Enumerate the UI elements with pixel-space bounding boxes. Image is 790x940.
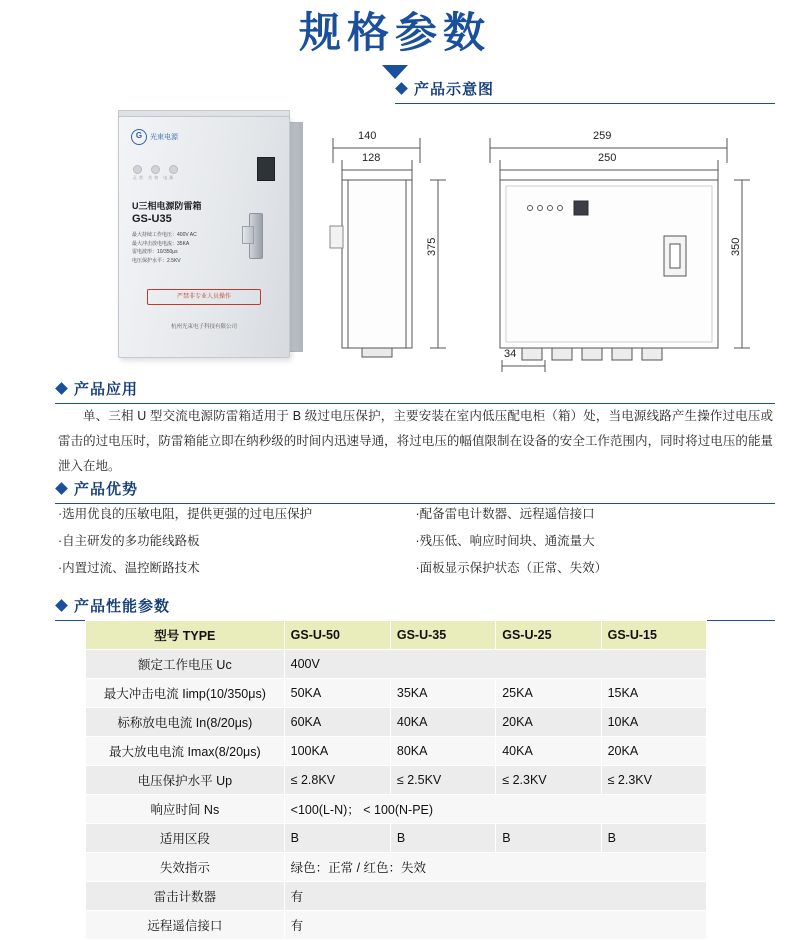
table-row [86, 679, 707, 708]
row-value: 400V [284, 650, 706, 679]
row-value: 60KA [284, 708, 390, 737]
row-label: 电压保护水平 Up [86, 766, 285, 795]
row-value: ≤ 2.5KV [390, 766, 495, 795]
row-value: 40KA [390, 708, 495, 737]
row-value: 25KA [496, 679, 601, 708]
row-label: 响应时间 Ns [86, 795, 285, 824]
row-value: 100KA [284, 737, 390, 766]
row-label: 适用区段 [86, 824, 285, 853]
application-paragraph: 单、三相 U 型交流电源防雷箱适用于 B 级过电压保护，主要安装在室内低压配电柜（箱）处，当电源线路产生操作过电压或雷击的过电压时，防雷箱能立即在纳秒级的时间内迅速导通，将过电压的幅值限制在设备的安全工作范围内，同时将过电压的能量泄入在地。 [58, 409, 773, 473]
logo-mark-icon: G [131, 129, 147, 145]
advantage-item: ·配备雷电计数器、远程遥信接口 [415, 507, 595, 521]
table-row [86, 911, 707, 940]
table-header-cell: 型号 TYPE [86, 621, 285, 650]
table-header-cell: GS-U-50 [284, 621, 390, 650]
row-label: 最大放电电流 Imax(8/20μs) [86, 737, 285, 766]
row-value: 有 [284, 911, 706, 940]
table-row [86, 708, 707, 737]
dimension-label-front-outer: 259 [593, 130, 612, 142]
advantage-item: ·选用优良的压敏电阻，提供更强的过电压保护 [58, 507, 313, 521]
diamond-bullet-icon [395, 82, 408, 95]
row-value: 35KA [390, 679, 495, 708]
row-value: B [284, 824, 390, 853]
table-body [86, 650, 707, 940]
application-body [58, 404, 773, 479]
row-label: 远程遥信接口 [86, 911, 285, 940]
brand-name: 光束电源 [150, 134, 178, 141]
page-title: 规格参数 [298, 8, 491, 57]
section-title-application: 产品应用 [74, 381, 139, 398]
advantage-list [58, 504, 773, 578]
section-header-parameters [55, 595, 775, 621]
panel-spec-item: 雷电波形：10/350μs [132, 249, 178, 255]
diamond-bullet-icon [55, 382, 68, 395]
dimension-label-side-inner: 128 [362, 152, 381, 164]
row-label: 失效指示 [86, 853, 285, 882]
dimension-label-front-inner: 250 [598, 152, 617, 164]
row-value: ≤ 2.8KV [284, 766, 390, 795]
row-label: 雷击计数器 [86, 882, 285, 911]
row-value: 有 [284, 882, 706, 911]
company-name-label: 杭州光束电子科技有限公司 [170, 324, 237, 330]
row-value: 绿色：正常 / 红色：失效 [284, 853, 706, 882]
table-header-cell: GS-U-25 [496, 621, 601, 650]
section-title-diagram: 产品示意图 [414, 81, 495, 98]
product-model-label: GS-U35 [132, 213, 172, 225]
section-header-application [55, 378, 775, 404]
dimension-label-side-outer: 140 [358, 130, 377, 142]
row-value: 15KA [601, 679, 706, 708]
section-header-diagram [395, 78, 775, 104]
row-value: B [390, 824, 495, 853]
table-header-cell: GS-U-15 [601, 621, 706, 650]
dimension-label-side-height: 375 [426, 237, 438, 256]
table-row [86, 737, 707, 766]
row-value: 20KA [601, 737, 706, 766]
parameters-table [85, 620, 707, 940]
product-name-label: U三相电源防雷箱 [132, 201, 202, 211]
advantage-item: ·内置过流、温控断路技术 [58, 561, 200, 575]
diamond-bullet-icon [55, 482, 68, 495]
advantage-item: ·残压低、响应时间块、通流量大 [415, 534, 595, 548]
row-value: ≤ 2.3KV [496, 766, 601, 795]
advantage-item: ·面板显示保护状态（正常、失效） [415, 561, 608, 575]
row-value: 10KA [601, 708, 706, 737]
row-value: 80KA [390, 737, 495, 766]
table-row [86, 853, 707, 882]
row-value: B [496, 824, 601, 853]
warning-label: 严禁非专业人员操作 [147, 289, 261, 305]
table-header-cell: GS-U-35 [390, 621, 495, 650]
down-arrow-icon [382, 65, 408, 79]
row-value: 20KA [496, 708, 601, 737]
row-label: 最大冲击电流 Iimp(10/350μs) [86, 679, 285, 708]
table-row [86, 882, 707, 911]
row-value: ≤ 2.3KV [601, 766, 706, 795]
panel-spec-item: 最大冲击放电电流：35KA [132, 240, 190, 247]
row-value: B [601, 824, 706, 853]
panel-spec-item: 电压保护水平：2.5KV [132, 257, 181, 264]
diamond-bullet-icon [55, 599, 68, 612]
dimension-label-bottom: 34 [504, 348, 517, 360]
section-title-parameters: 产品性能参数 [74, 598, 171, 615]
row-value: 40KA [496, 737, 601, 766]
row-value: 50KA [284, 679, 390, 708]
advantage-item: ·自主研发的多功能线路板 [58, 534, 200, 548]
dimension-label-front-height: 350 [730, 237, 742, 256]
product-diagram-area [90, 108, 780, 373]
section-title-advantage: 产品优势 [74, 481, 139, 498]
table-row [86, 766, 707, 795]
row-label: 标称放电电流 In(8/20μs) [86, 708, 285, 737]
led-labels: 正常 失效 电源 [133, 175, 176, 180]
row-label: 额定工作电压 Uc [86, 650, 285, 679]
table-header-row [86, 621, 707, 650]
table-row [86, 795, 707, 824]
panel-spec-item: 最大持续工作电压：400V AC [132, 232, 197, 238]
section-header-advantage [55, 478, 775, 504]
row-value: <100(L-N)； < 100(N-PE) [284, 795, 706, 824]
page-title-block [0, 0, 790, 79]
table-row [86, 824, 707, 853]
table-row [86, 650, 707, 679]
